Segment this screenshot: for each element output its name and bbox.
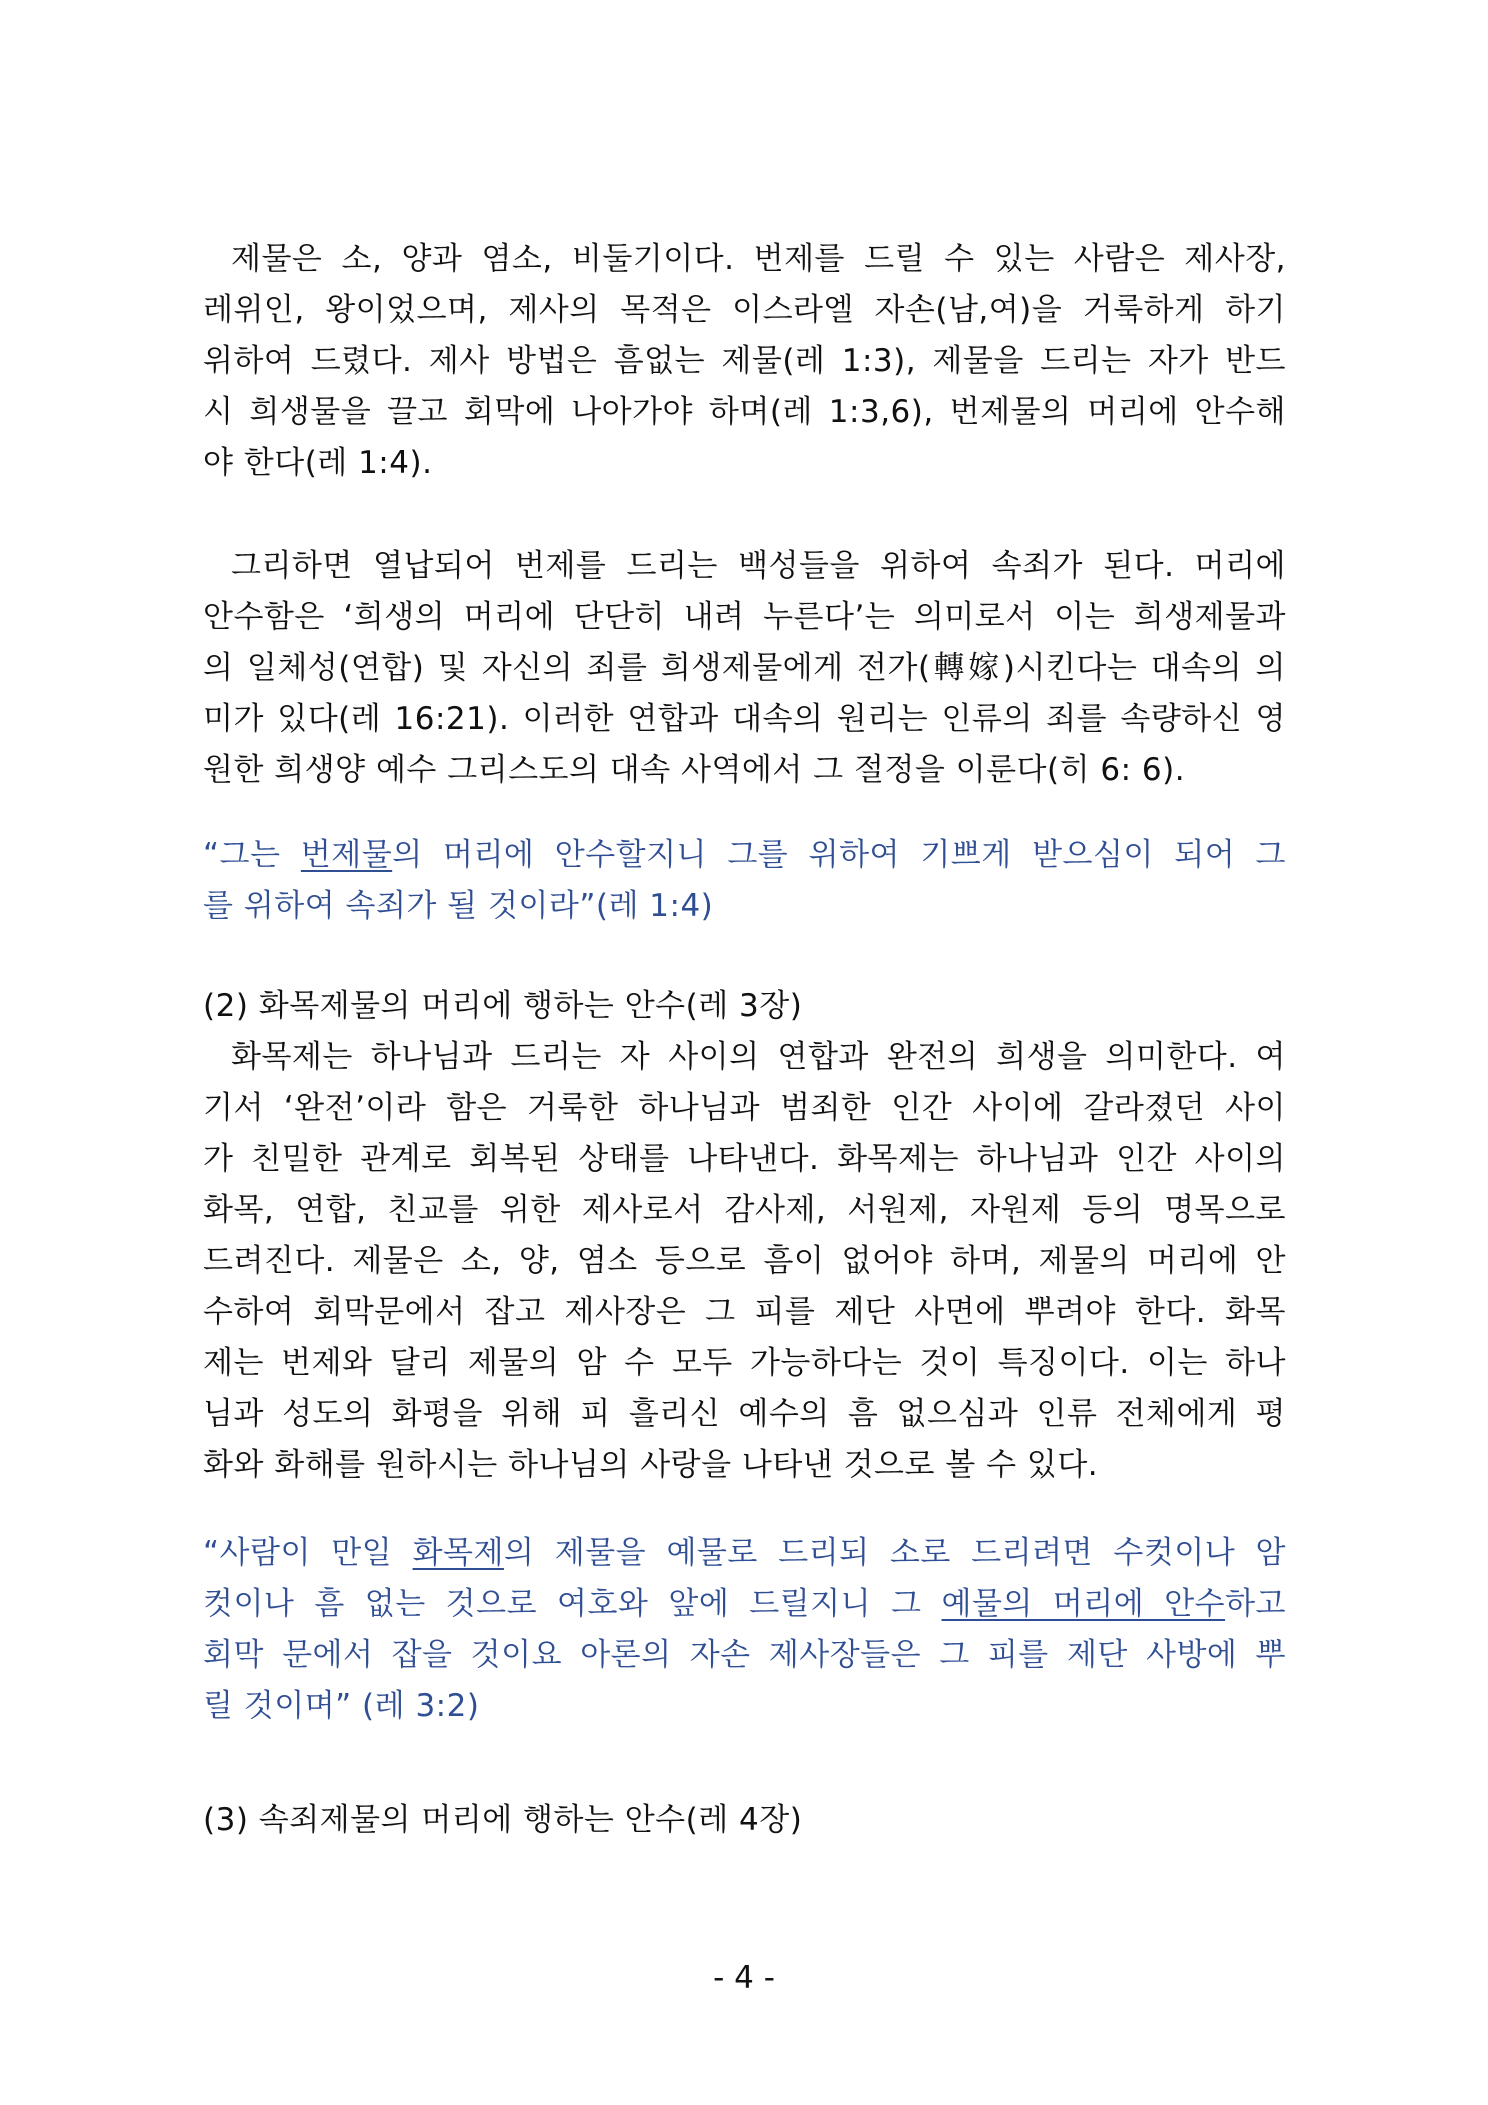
section-heading-3: (3) 속죄제물의 머리에 행하는 안수(레 4장) (203, 1802, 803, 1838)
paragraph-1-line-1: 제물은 소, 양과 염소, 비둘기이다. 번제를 드릴 수 있는 사람은 제사장, (231, 241, 1286, 277)
paragraph-3-line-3: 가 친밀한 관계로 회복된 상태를 나타낸다. 화목제는 하나님과 인간 사이의 (203, 1141, 1286, 1177)
quote-1-text-b: 의 머리에 안수할지니 그를 위하여 기쁘게 받으심이 되어 그 (392, 837, 1286, 873)
quote-1-line-1 (203, 829, 1286, 881)
paragraph-2-line-2: 안수함은 ‘희생의 머리에 단단히 내려 누른다’는 의미로서 이는 희생제물과 (203, 599, 1286, 635)
paragraph-3-line-2: 기서 ‘완전’이라 함은 거룩한 하나님과 범죄한 인간 사이에 갈라졌던 사이 (203, 1090, 1286, 1126)
page-number: - 4 - (713, 1960, 775, 1996)
quote-1-underlined-term: 번제물 (300, 837, 393, 873)
paragraph-1-line-4: 시 희생물을 끌고 회막에 나아가야 하며(레 1:3,6), 번제물의 머리에 안수해 (203, 394, 1286, 430)
quote-2-text-a: “사람이 만일 (203, 1535, 413, 1571)
paragraph-3-line-8: 님과 성도의 화평을 위해 피 흘리신 예수의 흠 없으심과 인류 전체에게 평 (203, 1396, 1286, 1432)
paragraph-3-line-6: 수하여 회막문에서 잡고 제사장은 그 피를 제단 사면에 뿌려야 한다. 화목 (203, 1294, 1286, 1330)
quote-2-text-b: 의 제물을 예물로 드리되 소로 드리려면 수컷이나 암 (503, 1535, 1287, 1571)
paragraph-1-line-2: 레위인, 왕이었으며, 제사의 목적은 이스라엘 자손(남,여)을 거룩하게 하기 (203, 292, 1286, 328)
paragraph-3-line-4: 화목, 연합, 친교를 위한 제사로서 감사제, 서원제, 자원제 등의 명목으로 (203, 1192, 1286, 1228)
paragraph-3-line-9: 화와 화해를 원하시는 하나님의 사랑을 나타낸 것으로 볼 수 있다. (203, 1447, 1099, 1483)
paragraph-3-line-5: 드려진다. 제물은 소, 양, 염소 등으로 흠이 없어야 하며, 제물의 머리에 안 (203, 1243, 1286, 1279)
paragraph-3-line-7: 제는 번제와 달리 제물의 암 수 모두 가능하다는 것이 특징이다. 이는 하나 (203, 1345, 1286, 1381)
paragraph-1-line-5: 야 한다(레 1:4). (203, 445, 433, 481)
quote-2-line-2-text-a: 컷이나 흠 없는 것으로 여호와 앞에 드릴지니 그 (203, 1586, 942, 1622)
paragraph-1-line-3: 위하여 드렸다. 제사 방법은 흠없는 제물(레 1:3), 제물을 드리는 자가 반드 (203, 343, 1286, 379)
quote-2-line-1 (203, 1527, 1286, 1579)
section-heading-2: (2) 화목제물의 머리에 행하는 안수(레 3장) (203, 988, 803, 1024)
paragraph-2-line-3: 의 일체성(연합) 및 자신의 죄를 희생제물에게 전가(轉嫁)시킨다는 대속의 의 (203, 650, 1286, 686)
paragraph-3-line-1: 화목제는 하나님과 드리는 자 사이의 연합과 완전의 희생을 의미한다. 여 (231, 1039, 1286, 1075)
paragraph-2-line-5: 원한 희생양 예수 그리스도의 대속 사역에서 그 절정을 이룬다(히 6: 6). (203, 752, 1186, 788)
quote-2-line-2 (203, 1578, 1286, 1630)
quote-2-line-3: 회막 문에서 잡을 것이요 아론의 자손 제사장들은 그 피를 제단 사방에 뿌 (203, 1637, 1286, 1673)
quote-2-underlined-term: 화목제 (412, 1535, 504, 1571)
paragraph-2-line-4: 미가 있다(레 16:21). 이러한 연합과 대속의 원리는 인류의 죄를 속량하신 영 (203, 701, 1286, 737)
quote-2-line-4: 릴 것이며” (레 3:2) (203, 1688, 480, 1724)
quote-2-line-2-underlined: 예물의 머리에 안수 (941, 1586, 1226, 1622)
quote-2-line-2-text-b: 하고 (1225, 1586, 1286, 1622)
paragraph-2-line-1: 그리하면 열납되어 번제를 드리는 백성들을 위하여 속죄가 된다. 머리에 (231, 548, 1286, 584)
quote-1-line-2: 를 위하여 속죄가 될 것이라”(레 1:4) (203, 888, 714, 924)
quote-1-text-a: “그는 (203, 837, 301, 873)
